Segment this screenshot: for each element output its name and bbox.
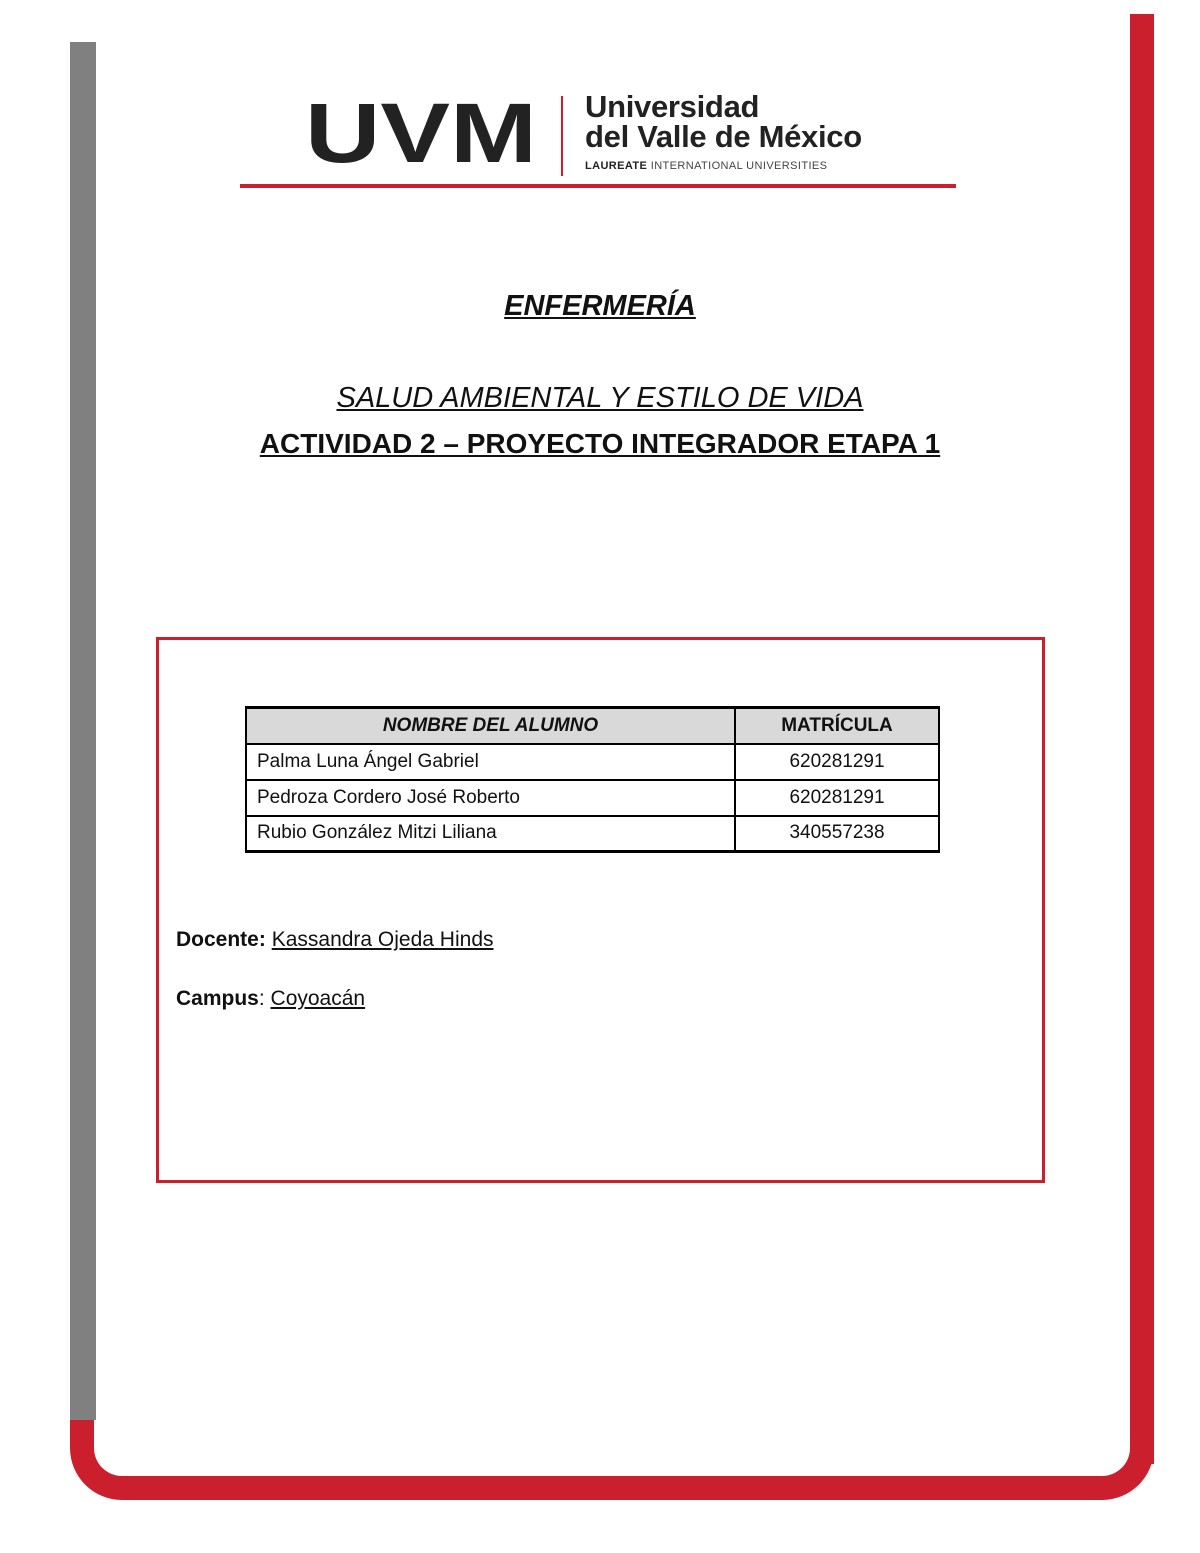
logo-subtitle: [585, 160, 985, 172]
left-gray-bar: [70, 42, 96, 1420]
bottom-red-frame: [70, 1420, 1154, 1500]
course-title: SALUD AMBIENTAL Y ESTILO DE VIDA: [336, 382, 864, 414]
student-id: 620281291: [735, 744, 939, 780]
teacher-name: Kassandra Ojeda Hinds: [271, 928, 494, 951]
table-row: [246, 816, 939, 852]
teacher-label: Docente:: [176, 928, 266, 951]
table-row: [246, 744, 939, 780]
header-red-rule: [240, 184, 956, 188]
student-id: 340557238: [735, 816, 939, 852]
teacher-line: [176, 928, 494, 952]
uvm-logo-letters: UVM: [305, 92, 537, 172]
logo-line-1: Universidad: [585, 89, 760, 124]
student-id: 620281291: [735, 780, 939, 816]
logo-wordmark: [585, 89, 985, 172]
logo-separator: [561, 96, 563, 176]
student-name: Rubio González Mitzi Liliana: [246, 816, 735, 852]
table-header-row: [246, 708, 939, 744]
campus-label: Campus: [176, 987, 259, 1010]
logo-line-2: del Valle de México: [585, 119, 862, 154]
header-student-name: NOMBRE DEL ALUMNO: [246, 708, 735, 744]
logo-subtitle-rest: INTERNATIONAL UNIVERSITIES: [647, 160, 828, 172]
student-name: Pedroza Cordero José Roberto: [246, 780, 735, 816]
program-title: ENFERMERÍA: [504, 290, 696, 322]
uvm-logo-mark: [305, 92, 540, 172]
activity-title: ACTIVIDAD 2 – PROYECTO INTEGRADOR ETAPA 1: [259, 428, 941, 459]
right-red-bar: [1130, 14, 1154, 1464]
table-row: [246, 780, 939, 816]
header-student-id: MATRÍCULA: [735, 708, 939, 744]
student-info-box: [156, 637, 1045, 1183]
campus-line: Campus: Coyoacán: [176, 987, 366, 1010]
student-name: Palma Luna Ángel Gabriel: [246, 744, 735, 780]
campus-name: Coyoacán: [270, 987, 366, 1010]
students-table: [245, 706, 940, 853]
logo-subtitle-bold: LAUREATE: [585, 160, 648, 172]
